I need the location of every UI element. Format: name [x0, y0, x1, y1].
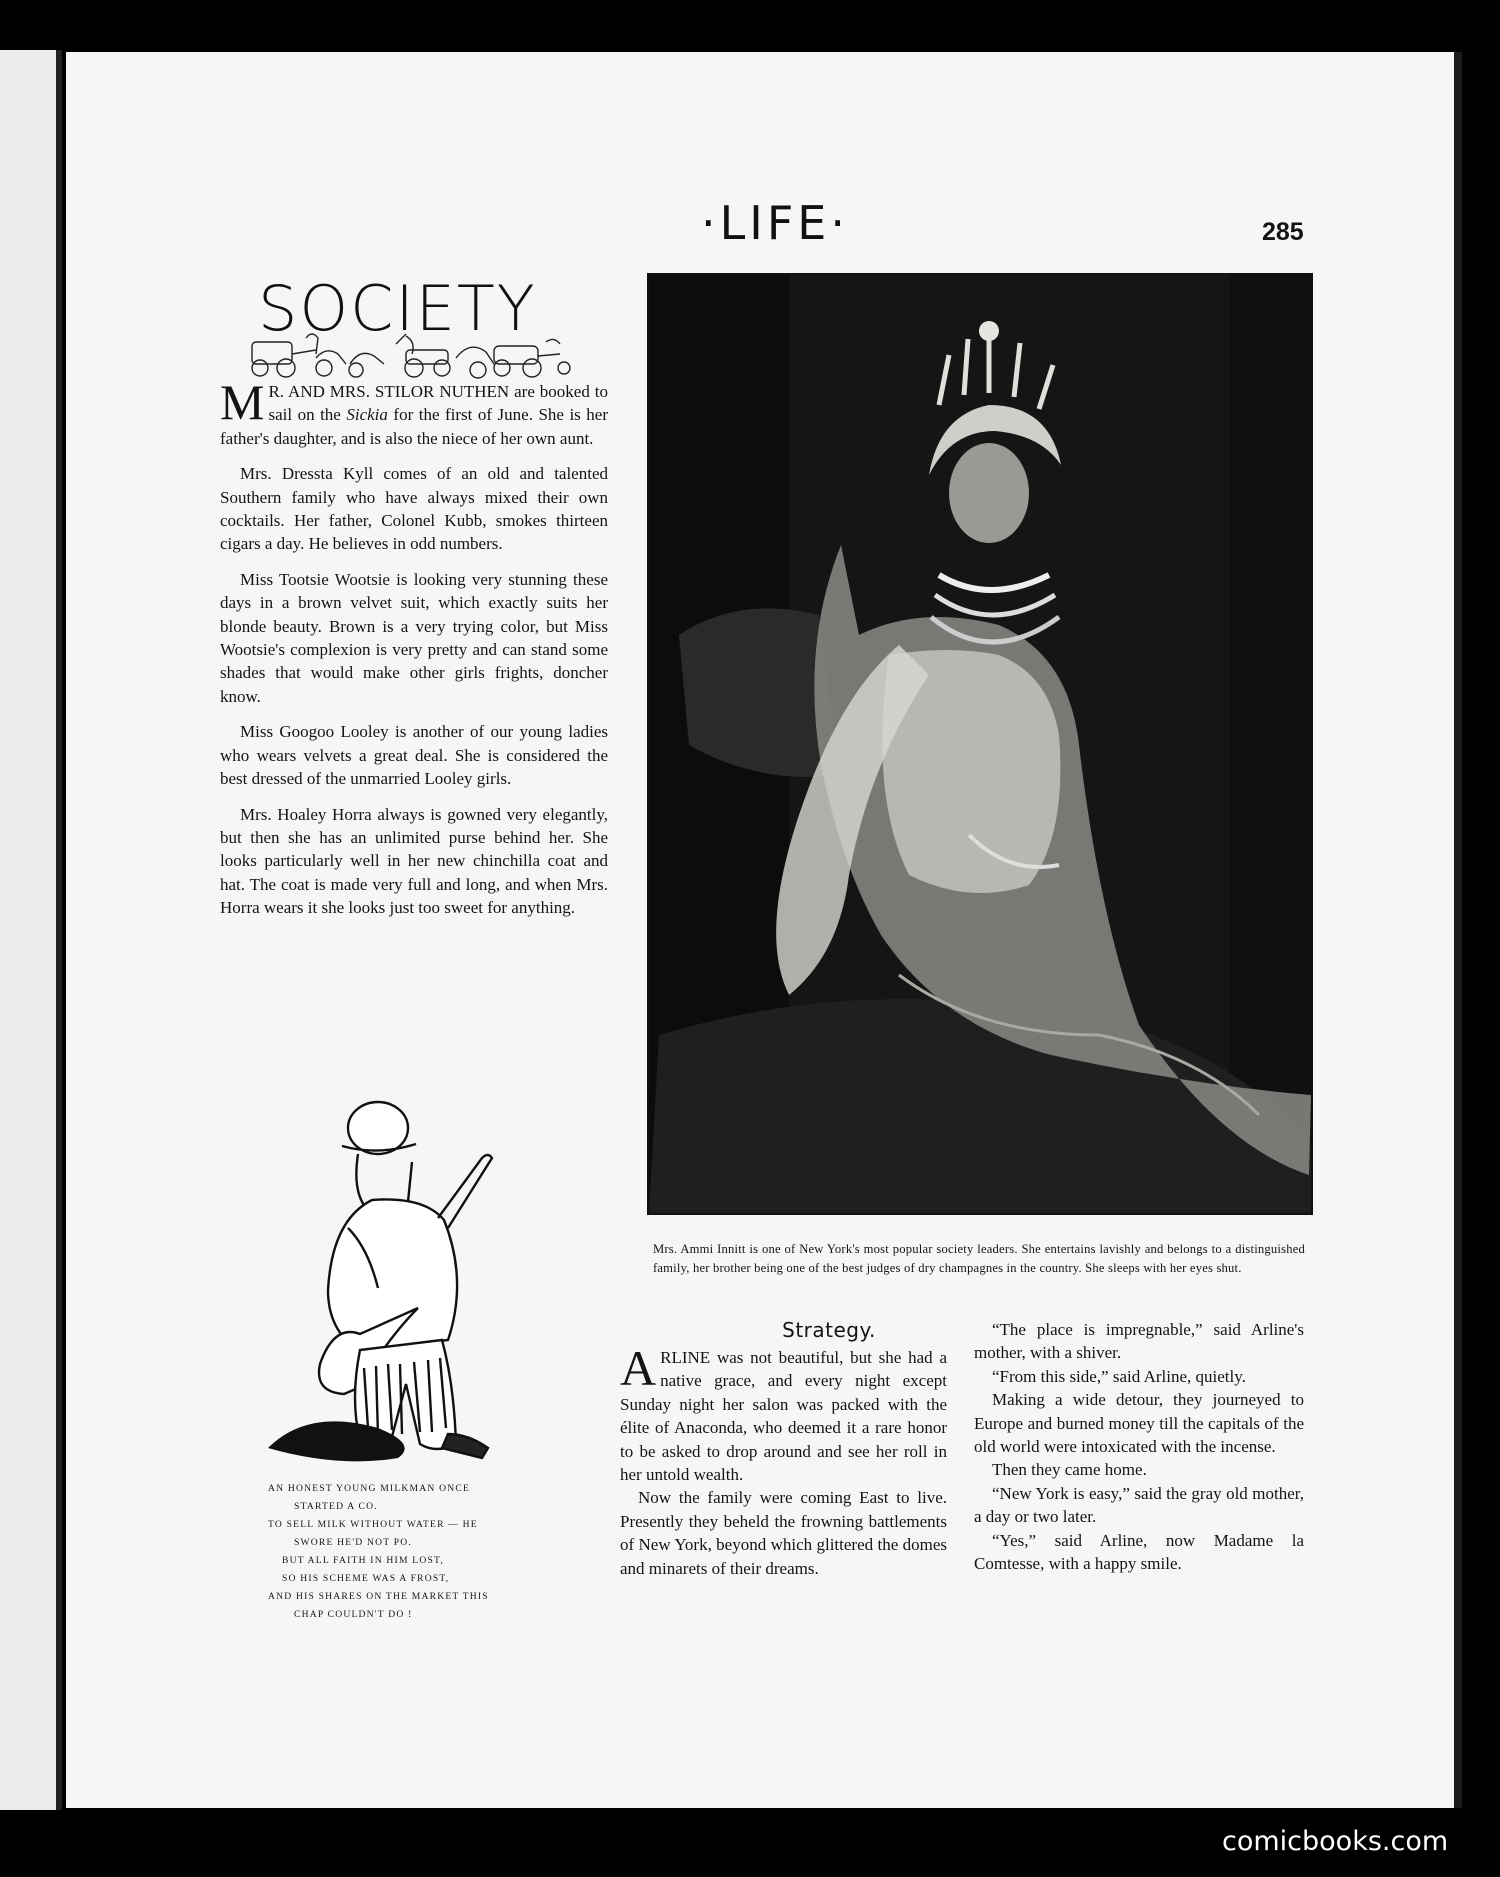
strategy-paragraph-8: “Yes,” said Arline, now Madame la Comtesse, with a happy smile.: [974, 1530, 1304, 1574]
milkman-verse: [268, 1480, 568, 1624]
drop-cap-a: A: [620, 1340, 657, 1396]
society-paragraph-5: Mrs. Hoaley Horra always is gowned very elegantly, but then she has an unlimited purse behind her. She looks particularly well in her new chinchilla coat and hat. The coat is made very full and long, and when Mrs. Horra wears it she looks just too sweet for anything.: [220, 804, 608, 918]
site-watermark: comicbooks.com: [1222, 1826, 1449, 1857]
masthead-title: ·LIFE·: [701, 196, 849, 250]
strategy-paragraph-7: “New York is easy,” said the gray old mother, a day or two later.: [974, 1483, 1304, 1527]
page-number: 285: [1262, 218, 1304, 246]
carriage-decoration-icon: [246, 324, 582, 384]
verse-line-5: BUT ALL FAITH IN HIM LOST,: [282, 1555, 444, 1566]
verse-line-2: STARTED A CO.: [294, 1501, 378, 1512]
society-portrait-photo: [647, 273, 1313, 1215]
society-paragraph-2: Mrs. Dressta Kyll comes of an old and talented Southern family who have always mixed their own cocktails. Her father, Colonel Kubb, smokes thirteen cigars a day. He believes in odd numbers.: [220, 464, 608, 554]
strategy-column-1: [620, 1340, 947, 1580]
society-paragraph-1: [220, 374, 608, 450]
society-column: [220, 374, 608, 932]
drop-cap-m: M: [220, 374, 265, 430]
verse-line-1: AN HONEST YOUNG MILKMAN ONCE: [268, 1483, 471, 1494]
photo-caption: Mrs. Ammi Innitt is one of New York's most popular society leaders. She entertains lavishly and belongs to a distinguished family, her brother being one of the best judges of dry champagnes in the country. She sleeps with her eyes shut.: [653, 1242, 1305, 1275]
seated-woman-illustration-icon: [649, 275, 1311, 1213]
strategy-paragraph-6: Then they came home.: [992, 1460, 1147, 1480]
milkman-cartoon-icon: [268, 1088, 568, 1466]
verse-line-3: TO SELL MILK WITHOUT WATER — HE: [268, 1519, 478, 1530]
strategy-title: Strategy.: [782, 1318, 876, 1342]
verse-line-8: CHAP COULDN'T DO !: [294, 1609, 413, 1620]
society-heading-text: SOCIETY: [258, 272, 537, 345]
strategy-paragraph-5: Making a wide detour, they journeyed to Europe and burned money till the capitals of the old world were intoxicated with the incense.: [974, 1390, 1304, 1457]
strategy-paragraph-2: Now the family were coming East to live. Presently they beheld the frowning battlements of New York, beyond which glittered the domes and minarets of their dreams.: [620, 1488, 947, 1578]
strategy-paragraph-1: [620, 1340, 947, 1486]
verse-line-7: AND HIS SHARES ON THE MARKET THIS: [268, 1591, 489, 1602]
society-p1-rest: for the first of June. She is her father's daughter, and is also the niece of her own aunt.: [220, 405, 608, 448]
previous-page-edge: [0, 50, 62, 1810]
strategy-column-2: [974, 1318, 1304, 1575]
society-heading: [246, 272, 582, 384]
verse-line-6: SO HIS SCHEME WAS A FROST,: [282, 1573, 450, 1584]
strategy-p1-text: RLINE was not beautiful, but she had a native grace, and every night except Sunday night her salon was packed with the élite of Anaconda, who deemed it a rare honor to be asked to drop around and see her roll in her untold wealth.: [620, 1348, 947, 1485]
strategy-paragraph-4: “From this side,” said Arline, quietly.: [992, 1366, 1246, 1386]
ship-name: Sickia: [346, 405, 388, 425]
society-paragraph-4: Miss Googoo Looley is another of our young ladies who wears velvets a great deal. She is considered the best dressed of the unmarried Looley girls.: [220, 722, 608, 789]
verse-line-4: SWORE HE'D NOT PO.: [294, 1537, 413, 1548]
page-edge-shadow: [1454, 52, 1462, 1808]
strategy-paragraph-3: “The place is impregnable,” said Arline's mother, with a shiver.: [974, 1320, 1304, 1363]
society-paragraph-3: Miss Tootsie Wootsie is looking very stunning these days in a brown velvet suit, which exactly suits her blonde beauty. Brown is a very trying color, but Miss Wootsie's complexion is very pretty and can stand some shades that would make other girls frights, doncher know.: [220, 569, 608, 706]
society-p1-text: R. AND MRS. STILOR NUTHEN are booked to sail on the: [268, 382, 608, 425]
